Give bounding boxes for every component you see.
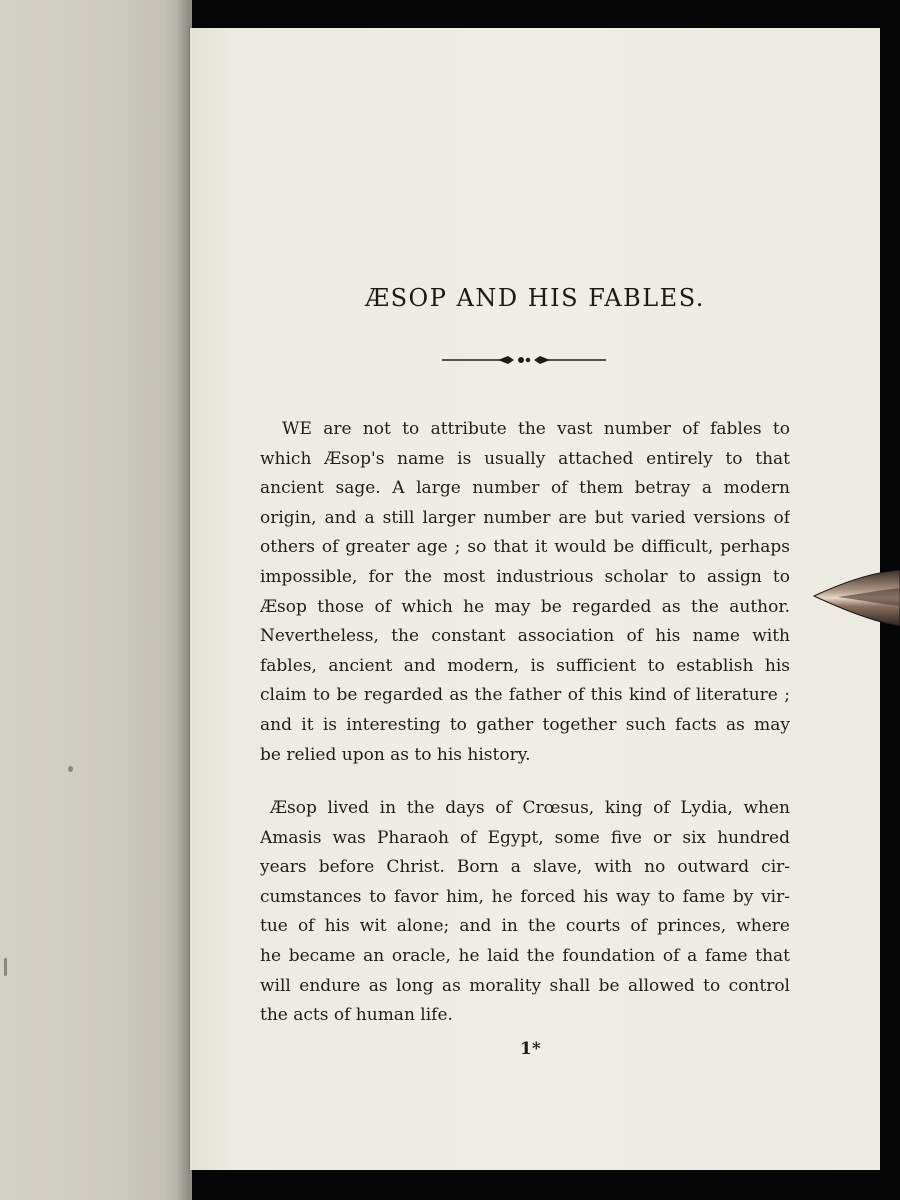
page-title: ÆSOP AND HIS FABLES.	[365, 284, 705, 312]
text-line: impossible, for the most industrious scholar to assign to	[260, 566, 790, 587]
text-line: years before Christ. Born a slave, with no outward cir-	[260, 857, 790, 878]
text-line: WE are not to attribute the vast number of fables to	[282, 419, 790, 439]
text-line: Amasis was Pharaoh of Egypt, some five or six hundred	[260, 827, 790, 848]
text-line: claim to be regarded as the father of this kind of literature ;	[260, 685, 790, 706]
text-line: he became an oracle, he laid the foundation of a fame that	[260, 945, 790, 966]
text-line: which Æsop's name is usually attached entirely to that	[260, 448, 790, 469]
text-line: will endure as long as morality shall be allowed to control	[260, 975, 790, 996]
paper-mark	[4, 958, 7, 976]
text-line: and it is interesting to gather together such facts as may	[260, 714, 790, 735]
right-page	[190, 28, 880, 1170]
text-line: fables, ancient and modern, is sufficient to establish his	[260, 655, 790, 676]
text-line: tue of his wit alone; and in the courts of princes, where	[260, 916, 790, 937]
text-line: Æsop those of which he may be regarded as the author.	[260, 596, 790, 617]
text-line: Nevertheless, the constant association of his name with	[260, 626, 790, 647]
text-line: others of greater age ; so that it would be difficult, perhaps	[260, 537, 790, 558]
text-line: be relied upon as to his history.	[260, 744, 531, 765]
text-line: origin, and a still larger number are but varied versions of	[260, 507, 790, 528]
text-line: ancient sage. A large number of them betray a modern	[260, 478, 790, 499]
paper-speck	[68, 766, 73, 772]
paragraph-2	[260, 794, 790, 1031]
text-line: cumstances to favor him, he forced his way to fame by vir-	[260, 886, 790, 907]
text-line: the acts of human life.	[260, 1005, 453, 1026]
paragraph-1	[260, 415, 790, 770]
page-number: 1*	[520, 1039, 541, 1059]
left-page	[0, 0, 192, 1200]
scroll-ornament-icon	[442, 352, 606, 368]
text-line: Æsop lived in the days of Crœsus, king of Lydia, when	[270, 798, 790, 818]
metal-bookmark	[804, 566, 900, 630]
